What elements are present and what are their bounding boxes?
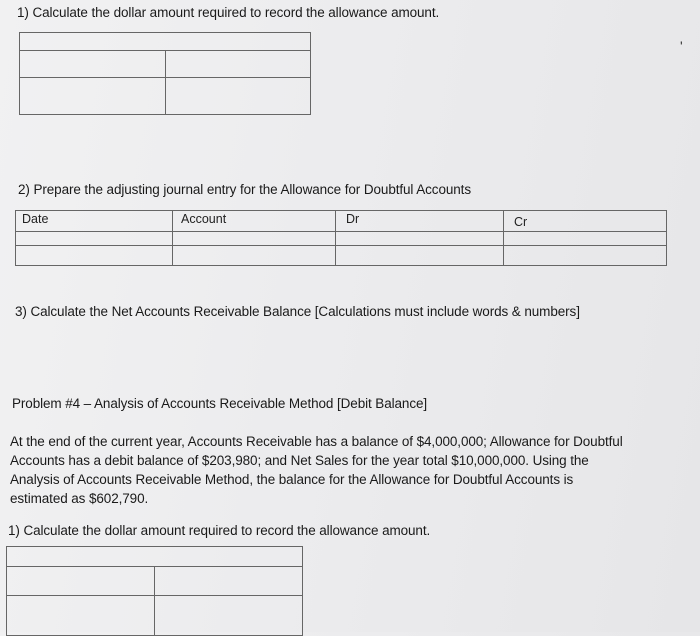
question-1-allowance-amount: 1) Calculate the dollar amount required to record the allowance amount. — [17, 5, 440, 20]
calculation-table-1 — [19, 32, 311, 115]
description-line: Accounts has a debit balance of $203,980; and Net Sales for the year total $10,000,000. Using the — [10, 453, 589, 468]
table-cell[interactable] — [155, 567, 303, 596]
description-line: At the end of the current year, Accounts Receivable has a balance of $4,000,000; Allowance for Doubtful — [10, 434, 623, 449]
calculation-table-2 — [6, 546, 303, 636]
table-cell[interactable] — [20, 33, 311, 51]
table-cell[interactable] — [7, 547, 303, 567]
column-header-account: Account — [173, 211, 336, 232]
table-row — [20, 33, 311, 51]
table-row — [7, 567, 303, 596]
margin-tick-mark: ' — [680, 38, 683, 54]
journal-cell[interactable] — [16, 246, 173, 266]
table-cell[interactable] — [165, 78, 311, 115]
journal-row — [16, 246, 667, 266]
question-3-net-receivable: 3) Calculate the Net Accounts Receivable Balance [Calculations must include words & numbers] — [15, 304, 580, 319]
table-row — [7, 547, 303, 567]
problem-4-title: Problem #4 – Analysis of Accounts Receivable Method [Debit Balance] — [12, 396, 428, 411]
journal-entry-table — [15, 210, 667, 266]
description-line: Analysis of Accounts Receivable Method, the balance for the Allowance for Doubtful Accounts is — [10, 472, 574, 487]
journal-cell[interactable] — [336, 246, 504, 266]
problem-4-description — [10, 432, 623, 508]
journal-cell[interactable] — [16, 232, 173, 246]
table-cell[interactable] — [7, 596, 155, 636]
table-cell[interactable] — [155, 596, 303, 636]
table-cell[interactable] — [7, 567, 155, 596]
journal-row — [16, 232, 667, 246]
column-header-cr: Cr — [504, 211, 667, 232]
table-row — [7, 596, 303, 636]
journal-cell[interactable] — [173, 232, 336, 246]
description-line: estimated as $602,790. — [10, 491, 149, 506]
journal-cell[interactable] — [504, 232, 667, 246]
journal-cell[interactable] — [504, 246, 667, 266]
journal-cell[interactable] — [336, 232, 504, 246]
table-cell[interactable] — [20, 51, 166, 78]
journal-header-row — [16, 211, 667, 232]
journal-cell[interactable] — [173, 246, 336, 266]
table-row — [20, 51, 311, 78]
question-2-journal-entry: 2) Prepare the adjusting journal entry for the Allowance for Doubtful Accounts — [18, 182, 471, 197]
table-cell[interactable] — [20, 78, 166, 115]
column-header-dr: Dr — [336, 211, 504, 232]
column-header-date: Date — [16, 211, 173, 232]
table-cell[interactable] — [165, 51, 311, 78]
problem-4-question-1: 1) Calculate the dollar amount required to record the allowance amount. — [8, 523, 431, 538]
table-row — [20, 78, 311, 115]
